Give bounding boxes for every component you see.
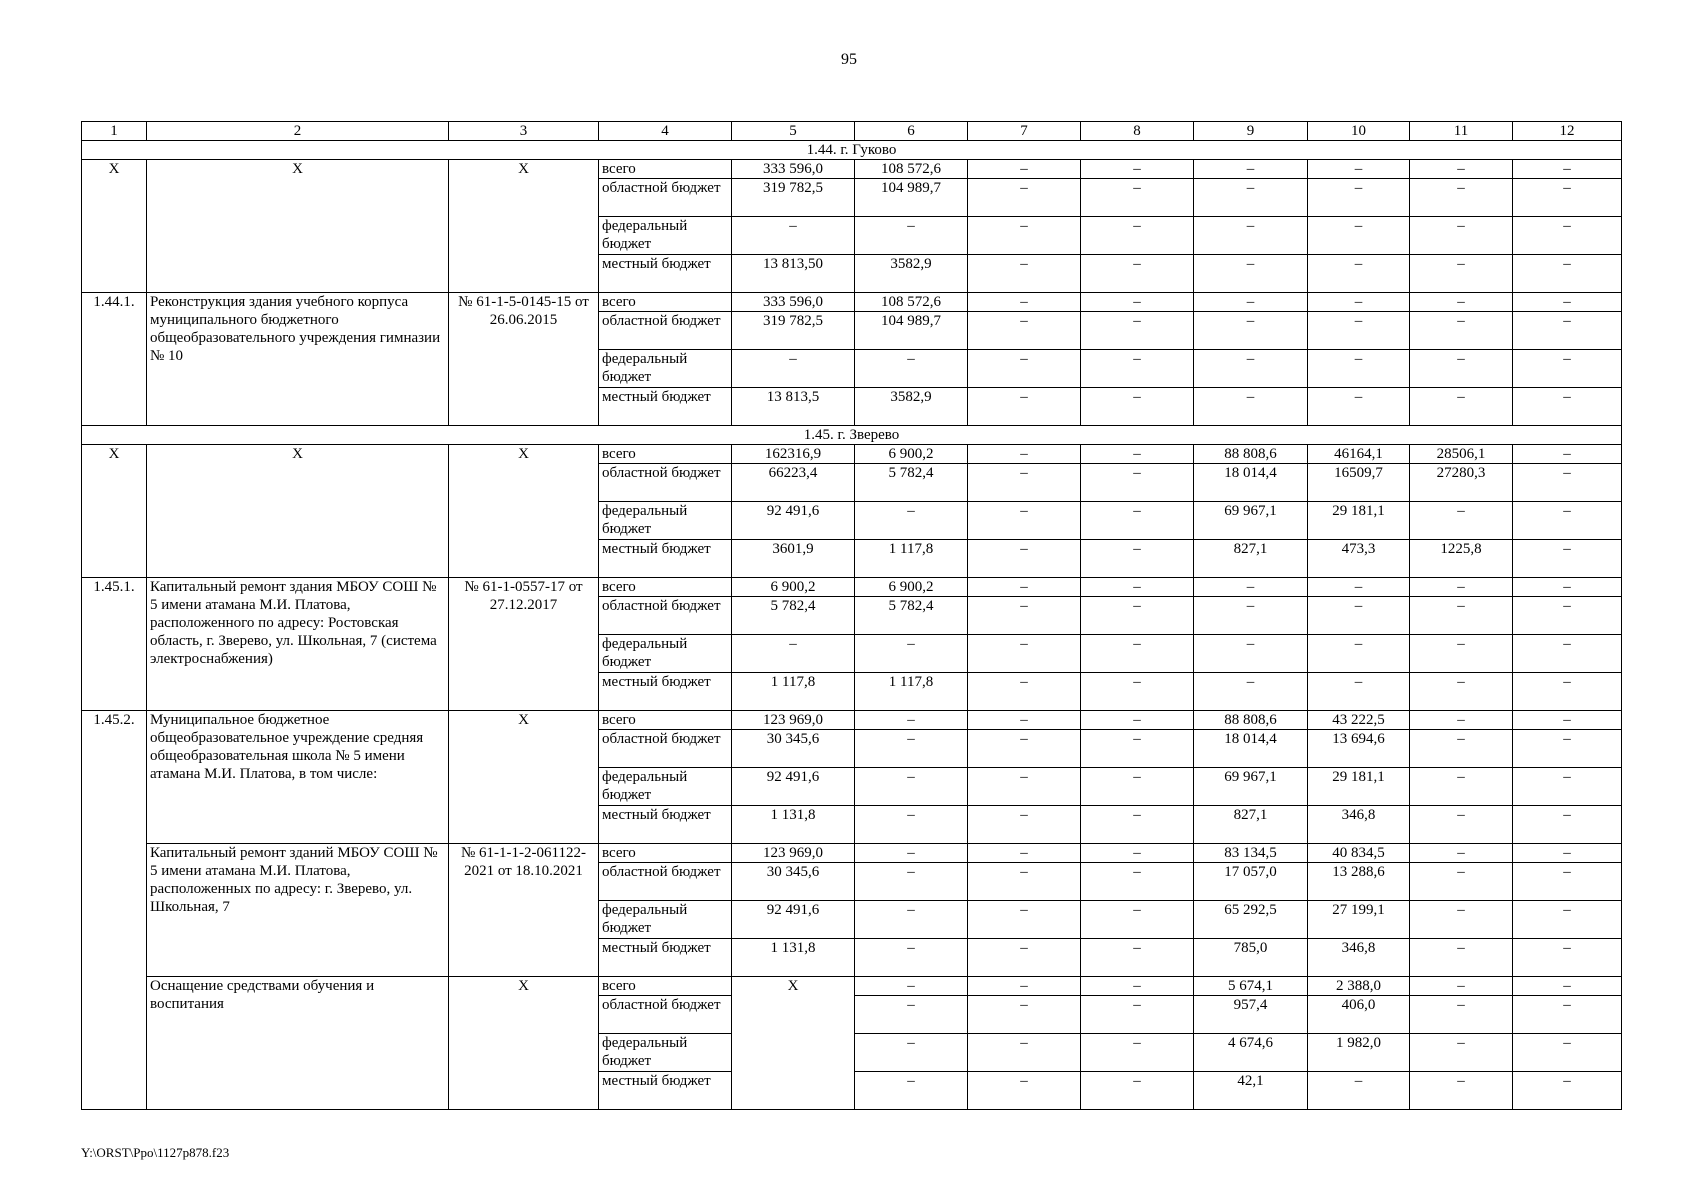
budget-label: областной бюджет bbox=[599, 996, 732, 1034]
program-financing-table bbox=[81, 121, 1622, 1110]
value-cell: – bbox=[855, 502, 968, 540]
value-cell: – bbox=[855, 730, 968, 768]
value-cell: – bbox=[968, 711, 1081, 730]
document-ref: Х bbox=[449, 445, 599, 578]
value-cell: – bbox=[1513, 255, 1622, 293]
value-cell: 1225,8 bbox=[1410, 540, 1513, 578]
value-cell: – bbox=[968, 635, 1081, 673]
value-cell: – bbox=[1513, 160, 1622, 179]
value-cell: – bbox=[1081, 160, 1194, 179]
value-cell: – bbox=[1081, 597, 1194, 635]
value-cell: – bbox=[1410, 730, 1513, 768]
value-cell: – bbox=[855, 863, 968, 901]
value-cell: 92 491,6 bbox=[732, 901, 855, 939]
table-body bbox=[82, 122, 1622, 1110]
value-cell: 16509,7 bbox=[1308, 464, 1410, 502]
value-cell: – bbox=[1410, 977, 1513, 996]
row-number: Х bbox=[82, 445, 147, 578]
page-number: 95 bbox=[841, 51, 857, 68]
value-cell: 1 131,8 bbox=[732, 806, 855, 844]
budget-label: всего bbox=[599, 293, 732, 312]
value-cell: 104 989,7 bbox=[855, 312, 968, 350]
value-cell: 83 134,5 bbox=[1194, 844, 1308, 863]
value-cell: – bbox=[1513, 312, 1622, 350]
value-cell: 346,8 bbox=[1308, 939, 1410, 977]
column-number-header: 5 bbox=[732, 122, 855, 141]
document-ref: Х bbox=[449, 160, 599, 293]
value-cell: – bbox=[732, 217, 855, 255]
value-cell: – bbox=[1194, 160, 1308, 179]
value-cell: – bbox=[1410, 901, 1513, 939]
document-ref: № 61-1-0557-17 от 27.12.2017 bbox=[449, 578, 599, 711]
budget-label: областной бюджет bbox=[599, 464, 732, 502]
value-cell: – bbox=[1081, 1034, 1194, 1072]
value-cell: 3601,9 bbox=[732, 540, 855, 578]
value-cell: – bbox=[1513, 179, 1622, 217]
budget-label: областной бюджет bbox=[599, 730, 732, 768]
value-cell: – bbox=[1513, 768, 1622, 806]
row-number: 1.45.1. bbox=[82, 578, 147, 711]
value-cell: 1 131,8 bbox=[732, 939, 855, 977]
budget-label: всего bbox=[599, 445, 732, 464]
value-cell: 40 834,5 bbox=[1308, 844, 1410, 863]
value-cell: 69 967,1 bbox=[1194, 502, 1308, 540]
value-cell: – bbox=[1513, 939, 1622, 977]
value-cell: 6 900,2 bbox=[732, 578, 855, 597]
value-cell: – bbox=[1308, 1072, 1410, 1110]
value-cell: – bbox=[1081, 578, 1194, 597]
object-name: Оснащение средствами обучения и воспитания bbox=[147, 977, 449, 1110]
value-cell: – bbox=[968, 502, 1081, 540]
value-cell: 29 181,1 bbox=[1308, 502, 1410, 540]
value-cell: – bbox=[1513, 635, 1622, 673]
column-number-header: 9 bbox=[1194, 122, 1308, 141]
column-number-header: 11 bbox=[1410, 122, 1513, 141]
value-cell: 69 967,1 bbox=[1194, 768, 1308, 806]
value-cell: 92 491,6 bbox=[732, 768, 855, 806]
row-number: 1.45.2. bbox=[82, 711, 147, 1110]
value-cell: – bbox=[1194, 673, 1308, 711]
value-cell: 88 808,6 bbox=[1194, 711, 1308, 730]
value-cell: 346,8 bbox=[1308, 806, 1410, 844]
value-cell: – bbox=[1513, 445, 1622, 464]
value-cell: – bbox=[1194, 578, 1308, 597]
value-cell: – bbox=[1410, 160, 1513, 179]
value-cell: – bbox=[968, 939, 1081, 977]
table-row bbox=[82, 445, 1622, 464]
value-cell: – bbox=[1081, 445, 1194, 464]
budget-label: местный бюджет bbox=[599, 673, 732, 711]
object-name: Х bbox=[147, 445, 449, 578]
table-row bbox=[82, 711, 1622, 730]
value-cell: 29 181,1 bbox=[1308, 768, 1410, 806]
value-cell: – bbox=[1308, 350, 1410, 388]
value-cell: – bbox=[1410, 255, 1513, 293]
value-cell: – bbox=[1410, 293, 1513, 312]
value-cell: – bbox=[968, 578, 1081, 597]
value-cell: – bbox=[968, 350, 1081, 388]
value-cell: – bbox=[1081, 540, 1194, 578]
value-cell: – bbox=[1308, 179, 1410, 217]
value-cell: 3582,9 bbox=[855, 255, 968, 293]
table-row bbox=[82, 578, 1622, 597]
value-cell: – bbox=[968, 464, 1081, 502]
file-path-footer: Y:\ORST\Ppo\1127p878.f23 bbox=[81, 1145, 230, 1160]
column-number-header: 12 bbox=[1513, 122, 1622, 141]
value-cell: – bbox=[968, 217, 1081, 255]
value-cell: – bbox=[1410, 350, 1513, 388]
value-cell: – bbox=[1513, 711, 1622, 730]
value-cell: 5 782,4 bbox=[732, 597, 855, 635]
object-name: Муниципальное бюджетное общеобразовательное учреждение средняя общеобразовательная школа № 5 имени атамана М.И. Платова, в том числе: bbox=[147, 711, 449, 844]
value-cell: – bbox=[1410, 711, 1513, 730]
value-cell: 18 014,4 bbox=[1194, 730, 1308, 768]
value-cell: – bbox=[732, 635, 855, 673]
value-cell: 1 982,0 bbox=[1308, 1034, 1410, 1072]
object-name: Капитальный ремонт зданий МБОУ СОШ № 5 имени атамана М.И. Платова, расположенных по адресу: г. Зверево, ул. Школьная, 7 bbox=[147, 844, 449, 977]
value-cell: – bbox=[1513, 350, 1622, 388]
value-cell: – bbox=[1513, 502, 1622, 540]
value-cell: – bbox=[1081, 711, 1194, 730]
table-row bbox=[82, 141, 1622, 160]
value-cell: – bbox=[1513, 217, 1622, 255]
value-cell: – bbox=[1081, 293, 1194, 312]
value-cell: – bbox=[968, 977, 1081, 996]
value-cell: – bbox=[1194, 255, 1308, 293]
budget-label: всего bbox=[599, 160, 732, 179]
value-cell: – bbox=[1081, 502, 1194, 540]
budget-label: всего bbox=[599, 844, 732, 863]
document-ref: № 61-1-5-0145-15 от 26.06.2015 bbox=[449, 293, 599, 426]
value-cell: – bbox=[1308, 312, 1410, 350]
value-cell: – bbox=[1410, 939, 1513, 977]
value-cell: – bbox=[1081, 806, 1194, 844]
budget-label: областной бюджет bbox=[599, 179, 732, 217]
budget-label: всего bbox=[599, 711, 732, 730]
value-cell: 30 345,6 bbox=[732, 730, 855, 768]
value-cell: – bbox=[1081, 179, 1194, 217]
value-cell: – bbox=[855, 977, 968, 996]
value-cell: – bbox=[1513, 1072, 1622, 1110]
section-title: 1.45. г. Зверево bbox=[82, 426, 1622, 445]
value-cell: 42,1 bbox=[1194, 1072, 1308, 1110]
budget-label: местный бюджет bbox=[599, 540, 732, 578]
value-cell: – bbox=[1513, 540, 1622, 578]
value-cell: – bbox=[1410, 635, 1513, 673]
value-cell: – bbox=[1308, 578, 1410, 597]
value-cell: – bbox=[1308, 217, 1410, 255]
value-cell: – bbox=[1081, 312, 1194, 350]
table-row bbox=[82, 977, 1622, 996]
value-cell: – bbox=[1081, 730, 1194, 768]
value-cell: 13 813,5 bbox=[732, 388, 855, 426]
value-cell: 13 288,6 bbox=[1308, 863, 1410, 901]
budget-label: федеральный бюджет bbox=[599, 1034, 732, 1072]
value-cell: – bbox=[1081, 388, 1194, 426]
value-cell: 5 674,1 bbox=[1194, 977, 1308, 996]
value-cell: – bbox=[855, 901, 968, 939]
value-cell: – bbox=[1194, 217, 1308, 255]
value-cell: 28506,1 bbox=[1410, 445, 1513, 464]
budget-label: всего bbox=[599, 578, 732, 597]
value-cell: – bbox=[855, 844, 968, 863]
value-cell: – bbox=[855, 1072, 968, 1110]
budget-label: федеральный бюджет bbox=[599, 502, 732, 540]
column-number-header: 7 bbox=[968, 122, 1081, 141]
value-cell: – bbox=[1513, 673, 1622, 711]
value-cell: – bbox=[1194, 293, 1308, 312]
value-cell: – bbox=[1410, 179, 1513, 217]
value-cell: 2 388,0 bbox=[1308, 977, 1410, 996]
value-cell: – bbox=[1513, 293, 1622, 312]
budget-label: местный бюджет bbox=[599, 255, 732, 293]
object-name: Х bbox=[147, 160, 449, 293]
value-cell: – bbox=[1410, 1072, 1513, 1110]
value-cell: – bbox=[1194, 388, 1308, 426]
value-cell: – bbox=[1410, 578, 1513, 597]
column-number-header: 3 bbox=[449, 122, 599, 141]
value-cell: – bbox=[968, 806, 1081, 844]
value-cell: – bbox=[1081, 939, 1194, 977]
value-cell: – bbox=[968, 768, 1081, 806]
value-cell: – bbox=[855, 350, 968, 388]
value-cell: 43 222,5 bbox=[1308, 711, 1410, 730]
value-cell: – bbox=[968, 901, 1081, 939]
value-cell: – bbox=[968, 445, 1081, 464]
budget-label: федеральный бюджет bbox=[599, 635, 732, 673]
value-cell: 162316,9 bbox=[732, 445, 855, 464]
budget-label: областной бюджет bbox=[599, 863, 732, 901]
value-cell: 13 694,6 bbox=[1308, 730, 1410, 768]
value-cell: 333 596,0 bbox=[732, 160, 855, 179]
value-cell: 108 572,6 bbox=[855, 293, 968, 312]
budget-label: областной бюджет bbox=[599, 597, 732, 635]
budget-label: всего bbox=[599, 977, 732, 996]
object-name: Капитальный ремонт здания МБОУ СОШ № 5 имени атамана М.И. Платова, расположенного по адресу: Ростовская область, г. Зверево, ул. Школьная, 7 (система электроснабжения) bbox=[147, 578, 449, 711]
table-row bbox=[82, 293, 1622, 312]
value-cell: – bbox=[1513, 388, 1622, 426]
value-cell: – bbox=[1410, 844, 1513, 863]
value-cell: – bbox=[1081, 635, 1194, 673]
column-number-header: 4 bbox=[599, 122, 732, 141]
value-cell: – bbox=[1410, 863, 1513, 901]
value-cell: 1 117,8 bbox=[732, 673, 855, 711]
budget-label: федеральный бюджет bbox=[599, 768, 732, 806]
value-cell: 88 808,6 bbox=[1194, 445, 1308, 464]
value-cell: – bbox=[1308, 293, 1410, 312]
value-cell: – bbox=[1081, 844, 1194, 863]
table-row bbox=[82, 844, 1622, 863]
value-cell: – bbox=[1513, 996, 1622, 1034]
value-cell: 5 782,4 bbox=[855, 597, 968, 635]
value-cell: 333 596,0 bbox=[732, 293, 855, 312]
value-cell: – bbox=[968, 730, 1081, 768]
value-cell: 406,0 bbox=[1308, 996, 1410, 1034]
value-cell: – bbox=[968, 160, 1081, 179]
value-cell: 104 989,7 bbox=[855, 179, 968, 217]
table-row bbox=[82, 160, 1622, 179]
value-cell: – bbox=[1081, 768, 1194, 806]
value-cell: 473,3 bbox=[1308, 540, 1410, 578]
value-cell: – bbox=[968, 844, 1081, 863]
value-cell: – bbox=[1513, 863, 1622, 901]
value-cell: – bbox=[1410, 312, 1513, 350]
value-cell: – bbox=[1410, 996, 1513, 1034]
value-cell: – bbox=[1513, 977, 1622, 996]
value-cell: – bbox=[732, 350, 855, 388]
value-cell: – bbox=[855, 806, 968, 844]
value-cell: – bbox=[968, 540, 1081, 578]
value-cell: 46164,1 bbox=[1308, 445, 1410, 464]
value-cell: – bbox=[1081, 901, 1194, 939]
value-cell: 6 900,2 bbox=[855, 445, 968, 464]
value-cell: – bbox=[1513, 844, 1622, 863]
value-cell: – bbox=[968, 1034, 1081, 1072]
value-cell: 92 491,6 bbox=[732, 502, 855, 540]
value-cell: 18 014,4 bbox=[1194, 464, 1308, 502]
budget-label: местный бюджет bbox=[599, 1072, 732, 1110]
value-cell: – bbox=[855, 996, 968, 1034]
value-cell: – bbox=[1308, 160, 1410, 179]
budget-label: федеральный бюджет bbox=[599, 901, 732, 939]
value-cell: – bbox=[1410, 673, 1513, 711]
value-cell: – bbox=[968, 863, 1081, 901]
value-cell: – bbox=[1194, 312, 1308, 350]
document-ref: Х bbox=[449, 977, 599, 1110]
value-cell: – bbox=[968, 673, 1081, 711]
value-cell: 4 674,6 bbox=[1194, 1034, 1308, 1072]
value-cell: – bbox=[1081, 977, 1194, 996]
column-number-header: 6 bbox=[855, 122, 968, 141]
value-cell: 319 782,5 bbox=[732, 179, 855, 217]
value-cell: – bbox=[1513, 1034, 1622, 1072]
value-cell: – bbox=[968, 312, 1081, 350]
value-cell: – bbox=[968, 388, 1081, 426]
value-cell: – bbox=[968, 255, 1081, 293]
value-cell: 785,0 bbox=[1194, 939, 1308, 977]
value-cell: – bbox=[1194, 350, 1308, 388]
value-cell: – bbox=[968, 996, 1081, 1034]
value-cell: – bbox=[1410, 768, 1513, 806]
value-cell: – bbox=[1308, 388, 1410, 426]
value-cell: – bbox=[1410, 597, 1513, 635]
value-cell: – bbox=[1410, 388, 1513, 426]
value-cell: – bbox=[855, 635, 968, 673]
value-cell: – bbox=[1308, 597, 1410, 635]
value-cell: 13 813,50 bbox=[732, 255, 855, 293]
value-cell: – bbox=[1308, 673, 1410, 711]
value-cell: – bbox=[1308, 635, 1410, 673]
value-cell: 1 117,8 bbox=[855, 540, 968, 578]
value-cell: – bbox=[968, 597, 1081, 635]
value-cell: – bbox=[1081, 996, 1194, 1034]
value-cell: – bbox=[1513, 597, 1622, 635]
row-number: 1.44.1. bbox=[82, 293, 147, 426]
value-cell: 6 900,2 bbox=[855, 578, 968, 597]
value-cell: 17 057,0 bbox=[1194, 863, 1308, 901]
value-cell: – bbox=[1194, 179, 1308, 217]
value-cell: Х bbox=[732, 977, 855, 1110]
value-cell: 1 117,8 bbox=[855, 673, 968, 711]
value-cell: – bbox=[1308, 255, 1410, 293]
budget-label: местный бюджет bbox=[599, 388, 732, 426]
budget-label: федеральный бюджет bbox=[599, 350, 732, 388]
value-cell: – bbox=[1410, 502, 1513, 540]
value-cell: 27280,3 bbox=[1410, 464, 1513, 502]
value-cell: – bbox=[1081, 255, 1194, 293]
value-cell: – bbox=[1410, 806, 1513, 844]
section-title: 1.44. г. Гуково bbox=[82, 141, 1622, 160]
value-cell: – bbox=[1410, 217, 1513, 255]
value-cell: 123 969,0 bbox=[732, 844, 855, 863]
document-ref: № 61-1-1-2-061122-2021 от 18.10.2021 bbox=[449, 844, 599, 977]
value-cell: – bbox=[1513, 578, 1622, 597]
budget-label: местный бюджет bbox=[599, 939, 732, 977]
column-number-header: 8 bbox=[1081, 122, 1194, 141]
value-cell: 3582,9 bbox=[855, 388, 968, 426]
value-cell: – bbox=[1194, 597, 1308, 635]
value-cell: – bbox=[1513, 464, 1622, 502]
value-cell: – bbox=[855, 711, 968, 730]
budget-label: местный бюджет bbox=[599, 806, 732, 844]
object-name: Реконструкция здания учебного корпуса муниципального бюджетного общеобразовательного учреждения гимназии № 10 bbox=[147, 293, 449, 426]
budget-label: федеральный бюджет bbox=[599, 217, 732, 255]
budget-label: областной бюджет bbox=[599, 312, 732, 350]
value-cell: – bbox=[968, 179, 1081, 217]
table-row bbox=[82, 122, 1622, 141]
value-cell: – bbox=[1081, 863, 1194, 901]
value-cell: – bbox=[855, 1034, 968, 1072]
value-cell: – bbox=[1081, 673, 1194, 711]
value-cell: – bbox=[855, 217, 968, 255]
value-cell: 66223,4 bbox=[732, 464, 855, 502]
value-cell: 827,1 bbox=[1194, 806, 1308, 844]
value-cell: – bbox=[968, 293, 1081, 312]
table-row bbox=[82, 426, 1622, 445]
value-cell: – bbox=[1513, 806, 1622, 844]
value-cell: – bbox=[1513, 730, 1622, 768]
column-number-header: 10 bbox=[1308, 122, 1410, 141]
value-cell: – bbox=[1194, 635, 1308, 673]
value-cell: 5 782,4 bbox=[855, 464, 968, 502]
value-cell: 319 782,5 bbox=[732, 312, 855, 350]
value-cell: 827,1 bbox=[1194, 540, 1308, 578]
value-cell: 65 292,5 bbox=[1194, 901, 1308, 939]
value-cell: – bbox=[1081, 217, 1194, 255]
document-ref: Х bbox=[449, 711, 599, 844]
value-cell: – bbox=[1081, 1072, 1194, 1110]
value-cell: 108 572,6 bbox=[855, 160, 968, 179]
value-cell: – bbox=[855, 768, 968, 806]
value-cell: 957,4 bbox=[1194, 996, 1308, 1034]
value-cell: – bbox=[1513, 901, 1622, 939]
value-cell: 123 969,0 bbox=[732, 711, 855, 730]
value-cell: – bbox=[1081, 350, 1194, 388]
value-cell: – bbox=[855, 939, 968, 977]
value-cell: – bbox=[1410, 1034, 1513, 1072]
value-cell: 30 345,6 bbox=[732, 863, 855, 901]
row-number: Х bbox=[82, 160, 147, 293]
value-cell: – bbox=[968, 1072, 1081, 1110]
column-number-header: 1 bbox=[82, 122, 147, 141]
value-cell: 27 199,1 bbox=[1308, 901, 1410, 939]
column-number-header: 2 bbox=[147, 122, 449, 141]
value-cell: – bbox=[1081, 464, 1194, 502]
